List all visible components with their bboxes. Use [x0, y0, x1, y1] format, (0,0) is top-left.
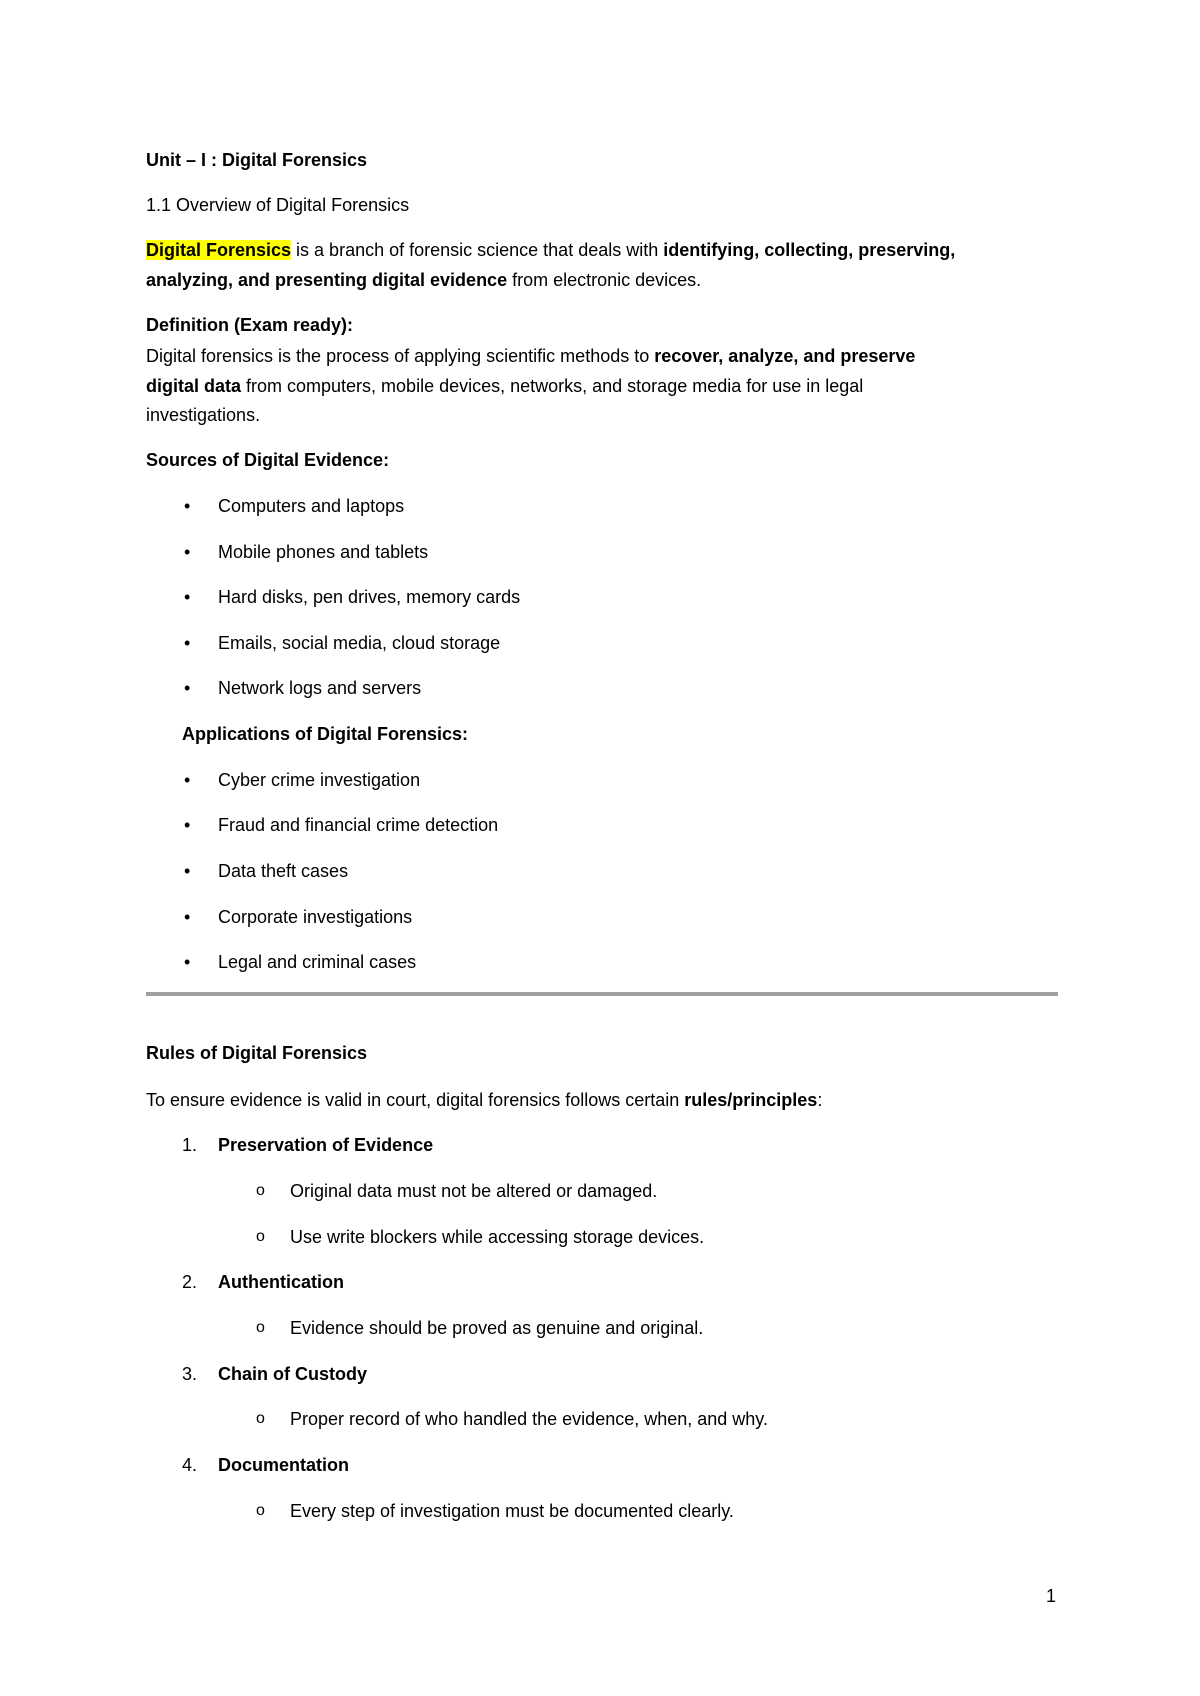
bullet-icon: • — [184, 496, 191, 516]
sub-bullet-icon: o — [256, 1502, 265, 1519]
definition-bold-2: digital data — [146, 376, 242, 396]
list-item: Cyber crime investigation — [218, 770, 421, 790]
section-heading: 1.1 Overview of Digital Forensics — [146, 195, 410, 215]
bullet-icon: • — [184, 907, 191, 927]
rule-number: 1. — [182, 1135, 198, 1155]
intro-line-1 — [146, 238, 955, 262]
list-item: Corporate investigations — [218, 907, 413, 927]
definition-text-2: from computers, mobile devices, networks, and storage media for use in legal — [241, 376, 864, 396]
rule-title: Documentation — [218, 1455, 350, 1475]
list-item: Data theft cases — [218, 861, 349, 881]
sources-heading: Sources of Digital Evidence: — [146, 450, 390, 470]
definition-heading: Definition (Exam ready): — [146, 315, 354, 335]
list-item: Network logs and servers — [218, 678, 422, 698]
applications-heading: Applications of Digital Forensics: — [182, 724, 469, 744]
definition-line-1 — [146, 344, 915, 368]
bullet-icon: • — [184, 770, 191, 790]
list-item: Fraud and financial crime detection — [218, 815, 499, 835]
bullet-icon: • — [184, 952, 191, 972]
intro-text-b: from electronic devices. — [507, 270, 702, 290]
definition-line-3: investigations. — [146, 405, 261, 425]
rule-number: 3. — [182, 1364, 198, 1384]
rule-point: Use write blockers while accessing storage devices. — [290, 1227, 705, 1247]
rule-point: Evidence should be proved as genuine and original. — [290, 1318, 704, 1338]
intro-bold-b: analyzing, and presenting digital evidence — [146, 270, 508, 290]
bullet-icon: • — [184, 678, 191, 698]
sub-bullet-icon: o — [256, 1410, 265, 1427]
rule-point: Every step of investigation must be documented clearly. — [290, 1501, 734, 1521]
rule-title: Chain of Custody — [218, 1364, 367, 1384]
list-item: Hard disks, pen drives, memory cards — [218, 587, 521, 607]
rule-number: 2. — [182, 1272, 198, 1292]
definition-bold-1: recover, analyze, and preserve — [654, 346, 916, 366]
horizontal-divider — [146, 992, 1058, 996]
sub-bullet-icon: o — [256, 1228, 265, 1245]
sub-bullet-icon: o — [256, 1319, 265, 1336]
page-number: 1 — [1046, 1586, 1057, 1606]
rule-point: Proper record of who handled the evidence, when, and why. — [290, 1409, 768, 1429]
intro-line-2 — [146, 268, 701, 292]
bullet-icon: • — [184, 587, 191, 607]
intro-text-a: is a branch of forensic science that deals with — [291, 240, 664, 260]
rules-intro-bold: rules/principles — [684, 1090, 818, 1110]
page-title: Unit – I : Digital Forensics — [146, 150, 368, 170]
rule-number: 4. — [182, 1455, 198, 1475]
rule-title: Preservation of Evidence — [218, 1135, 434, 1155]
list-item: Computers and laptops — [218, 496, 405, 516]
definition-text-1: Digital forensics is the process of applying scientific methods to — [146, 346, 655, 366]
list-item: Emails, social media, cloud storage — [218, 633, 501, 653]
rule-title: Authentication — [218, 1272, 344, 1292]
intro-bold-a: identifying, collecting, preserving, — [663, 240, 956, 260]
rules-intro-text: To ensure evidence is valid in court, digital forensics follows certain — [146, 1090, 685, 1110]
bullet-icon: • — [184, 861, 191, 881]
list-item: Mobile phones and tablets — [218, 542, 429, 562]
list-item: Legal and criminal cases — [218, 952, 417, 972]
bullet-icon: • — [184, 633, 191, 653]
definition-line-2 — [146, 374, 863, 398]
rules-heading: Rules of Digital Forensics — [146, 1043, 368, 1063]
rules-intro-end: : — [817, 1090, 823, 1110]
bullet-icon: • — [184, 542, 191, 562]
bullet-icon: • — [184, 815, 191, 835]
sub-bullet-icon: o — [256, 1182, 265, 1199]
rule-point: Original data must not be altered or damaged. — [290, 1181, 658, 1201]
rules-intro — [146, 1088, 822, 1112]
highlighted-term: Digital Forensics — [146, 240, 292, 260]
